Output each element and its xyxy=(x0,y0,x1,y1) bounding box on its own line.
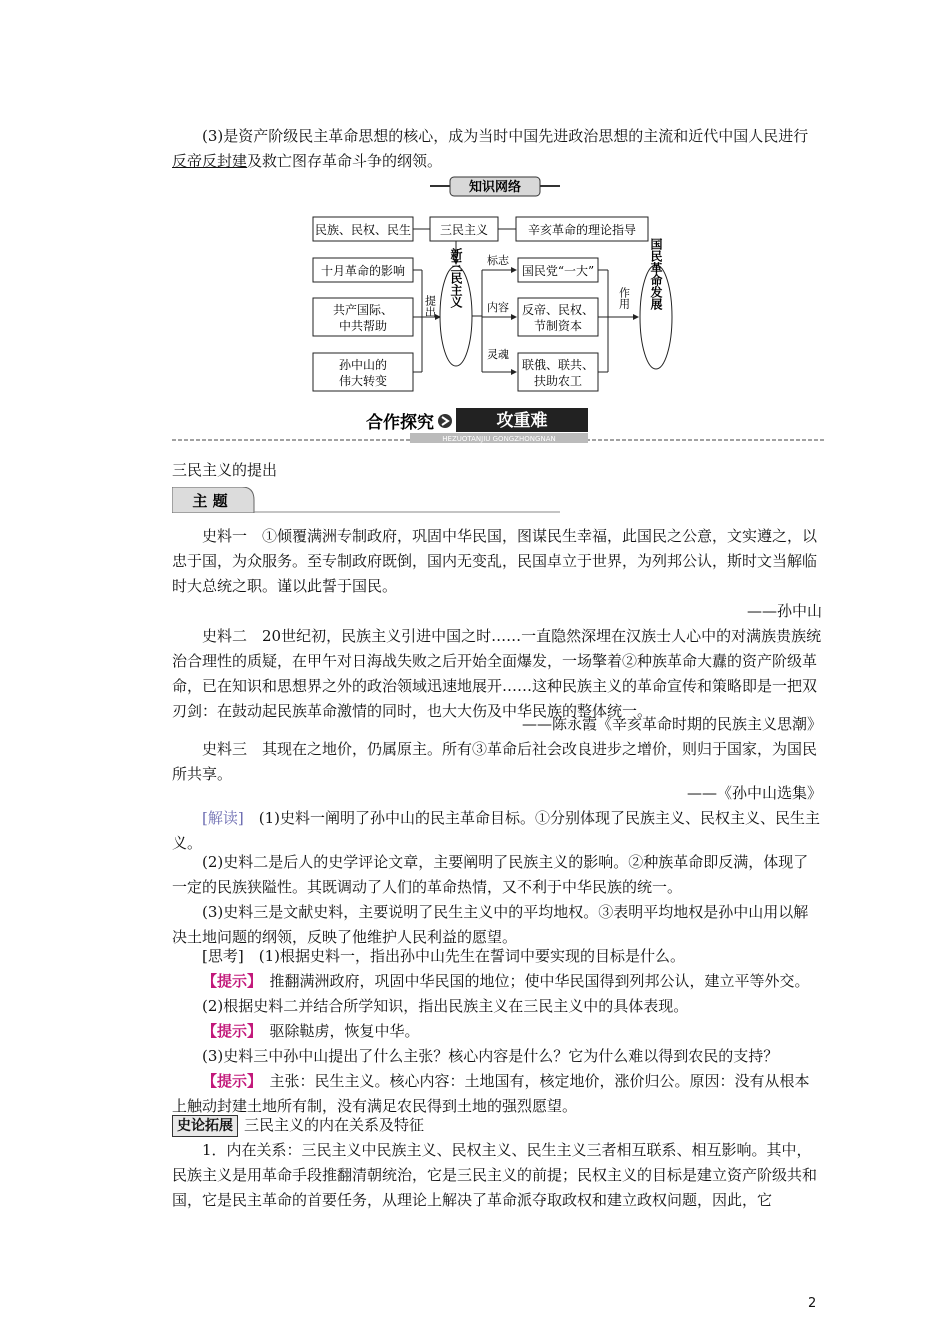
label-zuoyong: 作用 xyxy=(617,287,631,309)
box-sanmin-text: 三民主义 xyxy=(439,223,489,237)
hint-tag-2: 【提示】 xyxy=(202,1022,255,1040)
section-banner-badge-text: 攻重难 xyxy=(496,411,548,431)
intro-text: (3)是资产阶级民主革命思想的核心，成为当时中国先进政治思想的主流和近代中国人民进行 xyxy=(202,127,809,145)
source-1-text: ①倾覆满洲专制政府，巩固中华民国，图谋民生幸福，此国民之公意，文实遵之，以忠于国，为众服务。至专制政府既倒，国内无变乱，民国卓立于世界，为列邦公认，斯时文当解临时大总统之职。谨以此誓于国民。 xyxy=(172,527,818,595)
arrow-circle-icon xyxy=(438,414,452,428)
label-biaozhi: 标志 xyxy=(487,254,509,267)
ellipse-xin-text: 新三民主义 xyxy=(449,248,463,308)
source-3 xyxy=(172,737,822,787)
section-banner-pinyin: HEZUOTANJIU GONGZHONGNAN xyxy=(442,435,556,443)
source-1 xyxy=(172,524,822,599)
box-gongchan-text-2: 中共帮助 xyxy=(338,319,388,333)
thinking-a2-text: 驱除鞑虏，恢复中华。 xyxy=(254,1022,420,1040)
thinking-q1-text: (1)根据史料一，指出孙中山先生在誓词中要实现的目标是什么。 xyxy=(243,947,685,965)
thinking-q1 xyxy=(172,944,822,969)
theme-tag-text: 主 题 xyxy=(192,492,228,510)
intro-text-end: 及救亡图存革命斗争的纲领。 xyxy=(247,152,443,170)
interpretation-3: (3)史料三是文献史料，主要说明了民生主义中的平均地权。③表明平均地权是孙中山用以解决土地问题的纲领，反映了他维护人民利益的愿望。 xyxy=(172,903,809,946)
thinking-a1 xyxy=(172,969,822,994)
section-banner-title: 合作探究 xyxy=(366,413,434,433)
interpretation-1 xyxy=(172,806,822,856)
knowledge-network-title xyxy=(430,177,560,196)
interpretation-1-text: (1)史料一阐明了孙中山的民主革命目标。①分别体现了民族主义、民权主义、民生主义。 xyxy=(172,809,820,852)
interpretation-2: (2)史料二是后人的史学评论文章，主要阐明了民族主义的影响。②种族革命即反满，体现了一定的民族狭隘性。其既调动了人们的革命热情，又不利于中华民族的统一。 xyxy=(172,853,809,896)
ellipse-guomin-text: 国民革命发展 xyxy=(649,238,663,310)
hint-tag-3: 【提示】 xyxy=(202,1072,255,1090)
extension-title: 三民主义的内在关系及特征 xyxy=(244,1116,425,1134)
box-sun-text-1: 孙中山的 xyxy=(338,358,388,372)
box-sun-text-2: 伟大转变 xyxy=(338,374,388,388)
box-minzu-text: 民族、民权、民生 xyxy=(314,223,412,237)
knowledge-network-diagram xyxy=(312,176,678,396)
intro-paragraph xyxy=(172,124,822,174)
box-gmd-text: 国民党“一大” xyxy=(521,264,595,278)
hint-tag-1: 【提示】 xyxy=(202,972,255,990)
knowledge-network-title-text: 知识网络 xyxy=(468,180,522,195)
topic-heading: 三民主义的提出 xyxy=(172,461,278,479)
label-linghun: 灵魂 xyxy=(487,348,509,361)
box-lian-text-2: 扶助农工 xyxy=(533,374,583,388)
thinking-a3-text: 主张：民生主义。核心内容：土地国有，核定地价，涨价归公。原因：没有从根本上触动封建土地所有制，没有满足农民得到土地的强烈愿望。 xyxy=(172,1072,810,1115)
source-2-text: 20世纪初，民族主义引进中国之时……一直隐然深埋在汉族士人心中的对满族贵族统治合理性的质疑，在甲午对日海战失败之后开始全面爆发，一场擎着②种族革命大纛的资产阶级革命，已在知识和思想界之外的政治领域迅速地展开……这种民族主义的革命宣传和策略即是一把双刃剑：在鼓动起民族革命激情的同时，也大大伤及中华民族的整体统一。 xyxy=(172,627,822,720)
source-3-attribution: ——《孙中山选集》 xyxy=(686,784,822,802)
thinking-q2: (2)根据史料二并结合所学知识，指出民族主义在三民主义中的具体表现。 xyxy=(202,997,689,1015)
box-gongchan-text-1: 共产国际、 xyxy=(332,303,394,317)
extension-heading xyxy=(172,1113,822,1138)
label-tichu: 提出 xyxy=(423,295,437,317)
source-1-label: 史料一 xyxy=(202,527,248,545)
box-shiyue-text: 十月革命的影响 xyxy=(320,264,406,278)
section-banner xyxy=(172,404,826,444)
source-2 xyxy=(172,624,822,724)
extension-p1: 1．内在关系：三民主义中民族主义、民权主义、民生主义三者相互联系、相互影响。其中，民族主义是用革命手段推翻清朝统治，它是三民主义的前提；民权主义的目标是建立资产阶级共和国，它是民主革命的首要任务，从理论上解决了革命派夺取政权和建立政权问题，因此，它 xyxy=(172,1141,818,1209)
theme-bar xyxy=(172,487,560,513)
thinking-a3 xyxy=(172,1069,822,1119)
interpretation-tag: [解读] xyxy=(202,809,244,827)
box-lian-text-1: 联俄、联共、 xyxy=(521,358,595,372)
box-guide-text: 辛亥革命的理论指导 xyxy=(527,223,637,237)
label-neirong: 内容 xyxy=(487,301,509,314)
box-fandi-text-2: 节制资本 xyxy=(533,319,583,333)
thinking-a1-text: 推翻满洲政府，巩固中华民国的地位；使中华民国得到列邦公认，建立平等外交。 xyxy=(254,972,810,990)
thinking-a2 xyxy=(172,1019,822,1044)
source-3-text: 其现在之地价，仍属原主。所有③革命后社会改良进步之增价，则归于国家，为国民所共享。 xyxy=(172,740,818,783)
source-3-label: 史料三 xyxy=(202,740,248,758)
thinking-q3: (3)史料三中孙中山提出了什么主张？核心内容是什么？它为什么难以得到农民的支持？ xyxy=(202,1047,779,1065)
intro-underlined: 反帝反封建 xyxy=(172,152,248,170)
thinking-tag: [思考] xyxy=(202,947,244,965)
extension-tag: 史论拓展 xyxy=(172,1115,238,1137)
source-1-attribution: ——孙中山 xyxy=(746,602,822,620)
box-fandi-text-1: 反帝、民权、 xyxy=(521,303,595,317)
source-2-label: 史料二 xyxy=(202,627,248,645)
page-number: 2 xyxy=(808,1296,817,1311)
source-2-attribution: ——陈永霞《辛亥革命时期的民族主义思潮》 xyxy=(521,715,822,733)
